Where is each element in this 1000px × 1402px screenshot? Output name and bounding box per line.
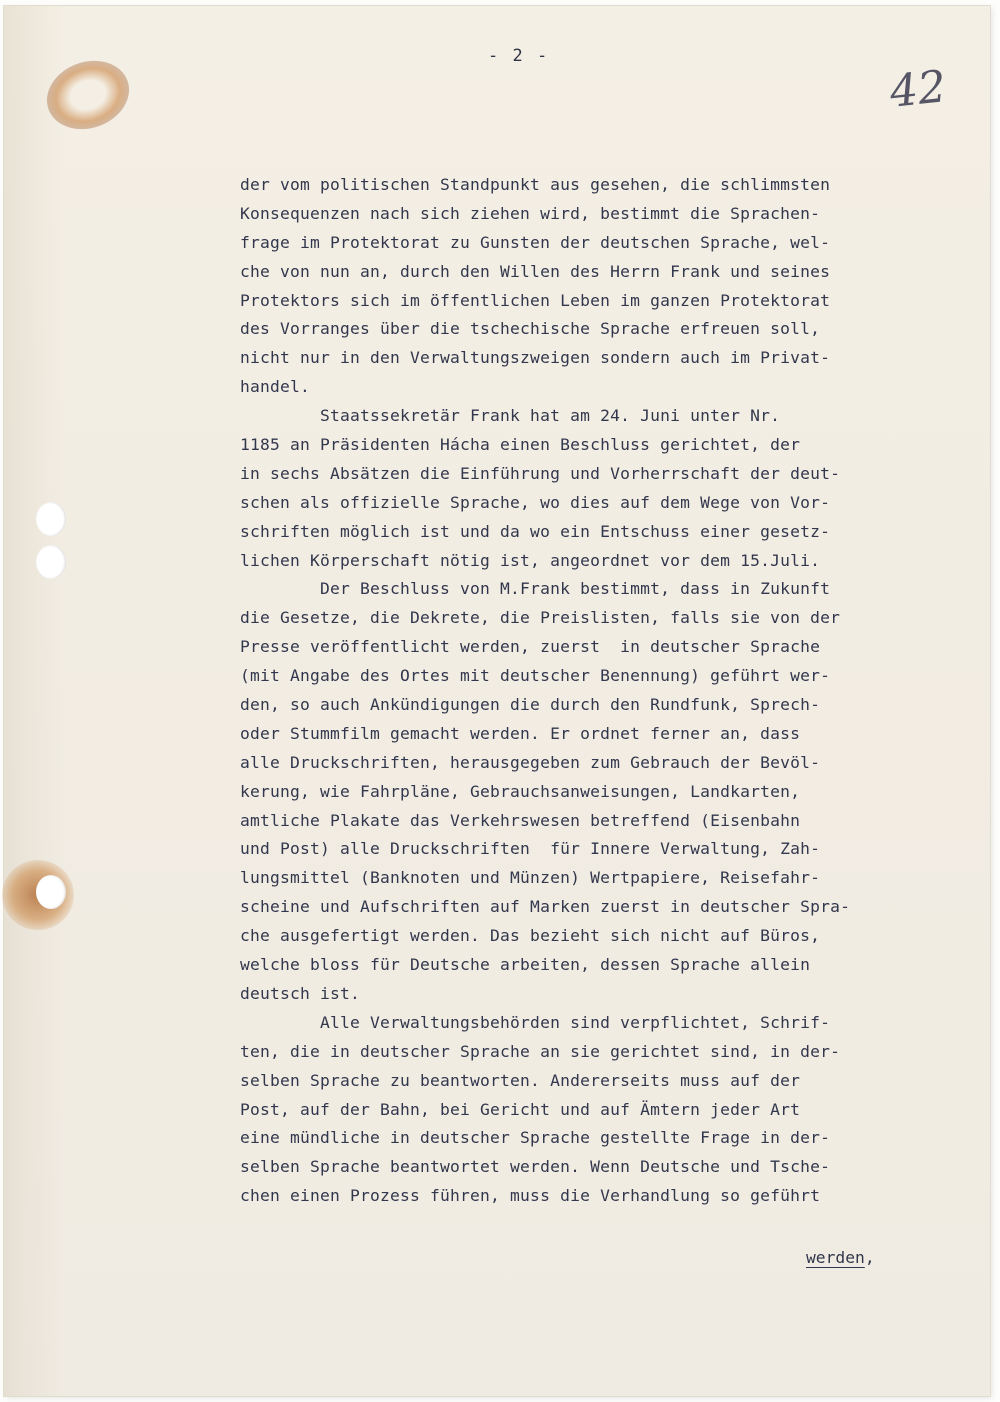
text-line: Alle Verwaltungsbehörden sind verpflichtet, Schrif- [240, 1012, 831, 1032]
text-line: kerung, wie Fahrpläne, Gebrauchsanweisungen, Landkarten, [240, 781, 801, 801]
text-line: oder Stummfilm gemacht werden. Er ordnet ferner an, dass [240, 723, 801, 743]
text-line: Post, auf der Bahn, bei Gericht und auf Ämtern jeder Art [240, 1099, 801, 1119]
text-line: der vom politischen Standpunkt aus gesehen, die schlimmsten [240, 175, 831, 194]
text-line: che von nun an, durch den Willen des Herrn Frank und seines [240, 261, 831, 281]
text-line: nicht nur in den Verwaltungszweigen sondern auch im Privat- [240, 348, 831, 368]
typed-body-text [240, 171, 980, 1211]
text-line: scheine und Aufschriften auf Marken zuerst in deutscher Spra- [240, 897, 851, 917]
edge-shading [4, 6, 64, 1396]
text-line: 1185 an Präsidenten Hácha einen Beschluss gerichtet, der [240, 435, 801, 455]
closing-line [806, 1244, 875, 1273]
text-line: lungsmittel (Banknoten und Münzen) Wertpapiere, Reisefahr- [240, 868, 821, 888]
text-line: selben Sprache zu beantworten. Andererseits muss auf der [240, 1070, 801, 1090]
text-line: eine mündliche in deutscher Sprache gestellte Frage in der- [240, 1128, 831, 1148]
text-line: den, so auch Ankündigungen die durch den Rundfunk, Sprech- [240, 695, 821, 715]
text-line: handel. [240, 377, 311, 397]
text-line: deutsch ist. [240, 983, 361, 1003]
text-line: die Gesetze, die Dekrete, die Preislisten, falls sie von der [240, 608, 841, 628]
text-line: che ausgefertigt werden. Das bezieht sich nicht auf Büros, [240, 926, 821, 946]
text-line: frage im Protektorat zu Gunsten der deutschen Sprache, wel- [240, 232, 831, 252]
text-line: schen als offizielle Sprache, wo dies auf dem Wege von Vor- [240, 492, 831, 512]
punch-hole-upper-1 [36, 502, 66, 536]
text-line: (mit Angabe des Ortes mit deutscher Benennung) geführt wer- [240, 666, 831, 686]
page-number: - 2 - [488, 46, 550, 66]
punch-hole-lower [36, 875, 66, 909]
handwritten-folio-number: 42 [887, 61, 949, 118]
closing-word: werden [806, 1248, 865, 1267]
text-line: Der Beschluss von M.Frank bestimmt, dass in Zukunft [240, 579, 831, 599]
text-line: und Post) alle Druckschriften für Innere Verwaltung, Zah- [240, 839, 821, 859]
text-line: selben Sprache beantwortet werden. Wenn Deutsche und Tsche- [240, 1157, 831, 1177]
text-line: Presse veröffentlicht werden, zuerst in deutscher Sprache [240, 637, 821, 657]
text-line: welche bloss für Deutsche arbeiten, dessen Sprache allein [240, 955, 811, 975]
text-line: Protektors sich im öffentlichen Leben im ganzen Protektorat [240, 290, 831, 310]
text-line: Konsequenzen nach sich ziehen wird, bestimmt die Sprachen- [240, 203, 821, 223]
closing-punctuation: , [864, 1248, 875, 1267]
text-line: Staatssekretär Frank hat am 24. Juni unter Nr. [240, 406, 781, 426]
text-line: ten, die in deutscher Sprache an sie gerichtet sind, in der- [240, 1041, 841, 1061]
punch-hole-upper-2 [36, 545, 66, 579]
text-line: alle Druckschriften, herausgegeben zum Gebrauch der Bevöl- [240, 752, 821, 772]
text-line: chen einen Prozess führen, muss die Verhandlung so geführt [240, 1186, 821, 1206]
text-line: schriften möglich ist und da wo ein Entschuss einer gesetz- [240, 521, 831, 541]
text-line: in sechs Absätzen die Einführung und Vorherrschaft der deut- [240, 463, 841, 483]
text-line: amtliche Plakate das Verkehrswesen betreffend (Eisenbahn [240, 810, 801, 830]
text-line: lichen Körperschaft nötig ist, angeordnet vor dem 15.Juli. [240, 550, 821, 570]
text-line: des Vorranges über die tschechische Sprache erfreuen soll, [240, 319, 821, 339]
